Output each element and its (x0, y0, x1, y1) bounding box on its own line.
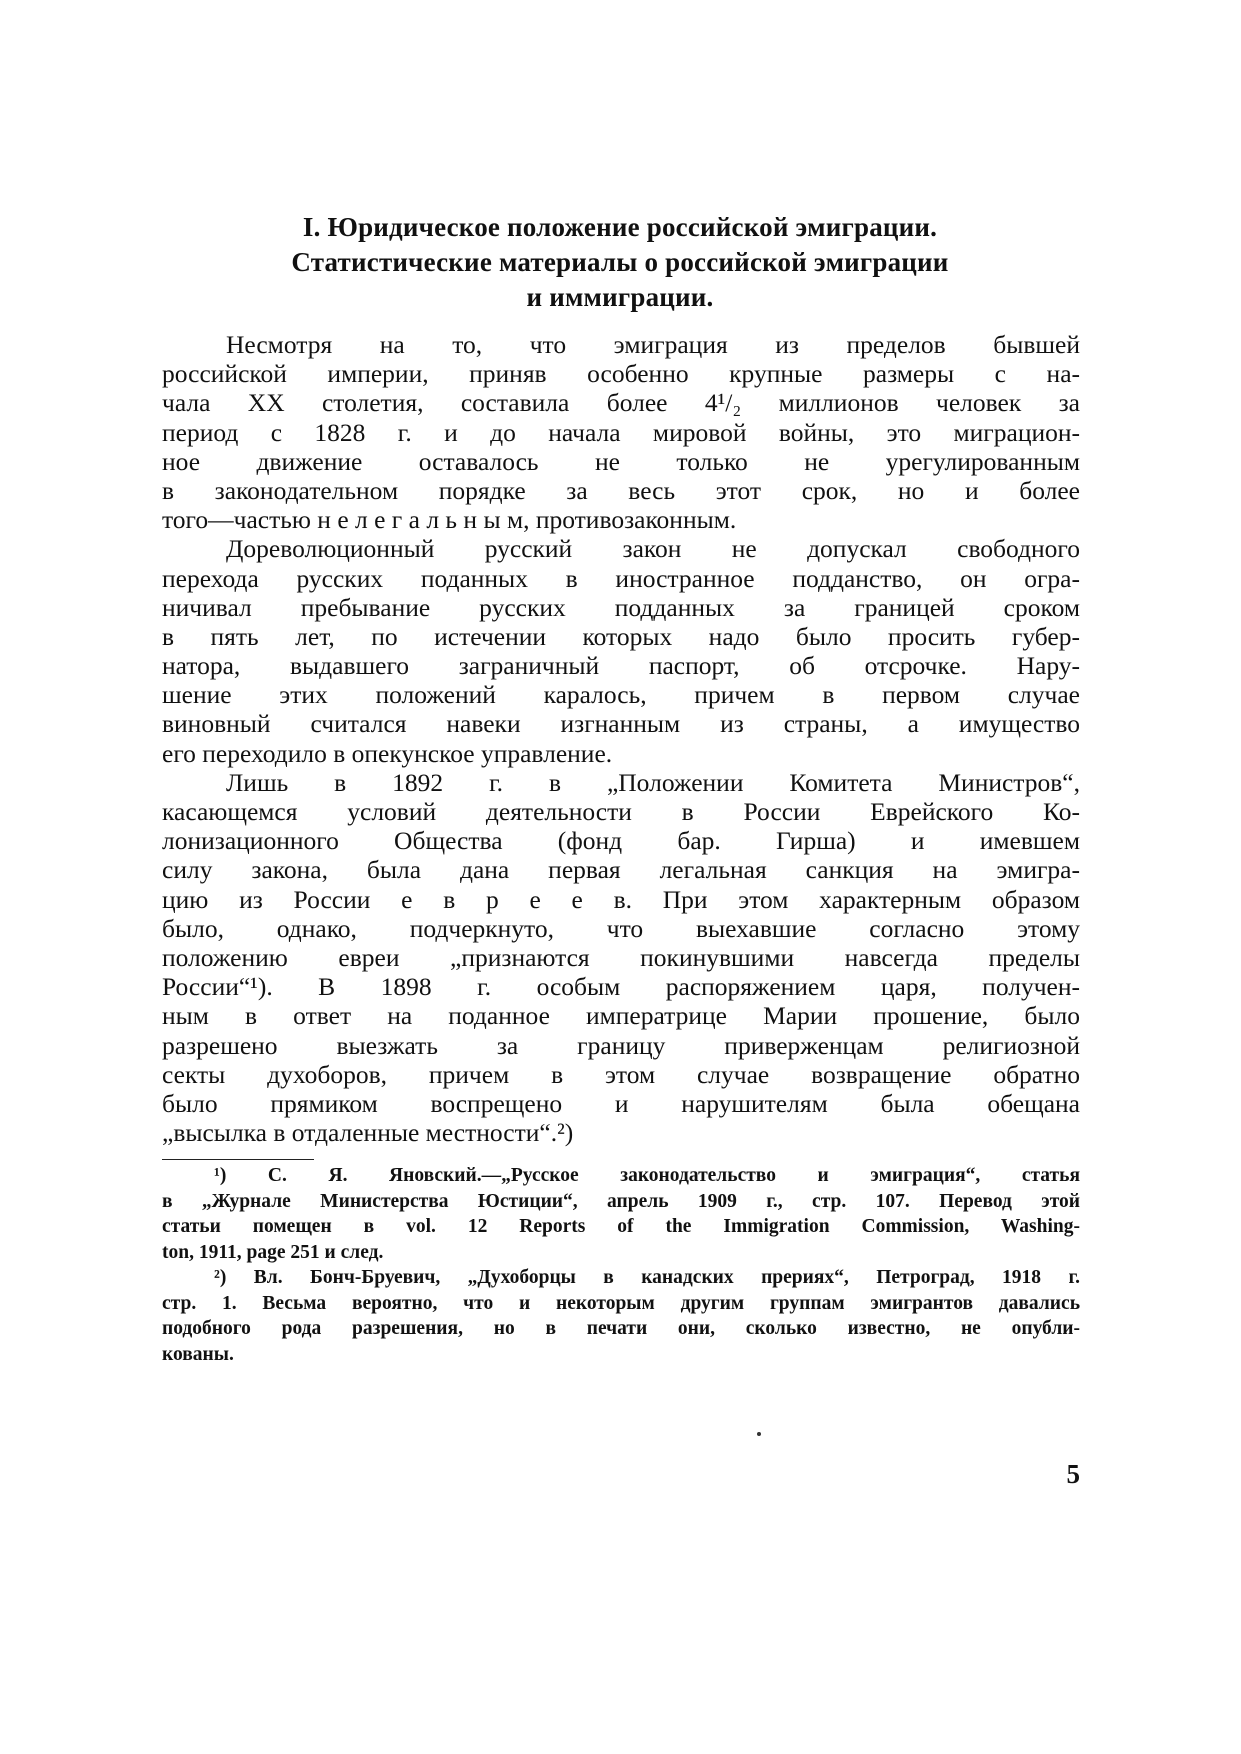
footnote-line: ²) Вл. Бонч-Бруевич, „Духоборцы в канадских прериях“, Петроград, 1918 г. (214, 1267, 1080, 1288)
footnote-divider (162, 1159, 314, 1160)
heading-line: Статистические материалы о российской эмиграции (291, 247, 949, 277)
footnote-line: ton, 1911, page 251 и след. (162, 1241, 384, 1263)
body-line: секты духоборов, причем в этом случае возвращение обратно (162, 1059, 1080, 1089)
body-line: период с 1828 г. и до начала мировой войны, это миграцион- (162, 417, 1080, 447)
footnote-line: стр. 1. Весьма вероятно, что и некоторым другим группам эмигрантов давались (162, 1292, 1080, 1314)
body-line: Дореволюционный русский закон не допускал свободного (226, 534, 1080, 564)
body-line: ничивал пребывание русских подданных за границей сроком (162, 592, 1080, 622)
body-line: России“¹). В 1898 г. особым распоряжением царя, получен- (162, 972, 1080, 1002)
chapter-heading (160, 210, 1080, 315)
heading-line: и иммиграции. (526, 282, 714, 312)
body-line: было, однако, подчеркнуто, что выехавшие согласно этому (162, 913, 1080, 943)
body-line: в пять лет, по истечении которых надо было просить губер- (162, 621, 1080, 651)
footnote-line: ¹) С. Я. Яновский.—„Русское законодательство и эмиграция“, статья (214, 1165, 1080, 1186)
scan-speck (757, 1432, 761, 1436)
body-line: в законодательном порядке за весь этот срок, но и более (162, 475, 1080, 505)
footnote-line: в „Журнале Министерства Юстиции“, апрель 1909 г., стр. 107. Перевод этой (162, 1190, 1080, 1212)
body-line: того—частью н е л е г а л ь н ы м, противозаконным. (162, 505, 737, 535)
body-line: российской империи, приняв особенно крупные размеры с на- (162, 359, 1080, 389)
body-line: натора, выдавшего заграничный паспорт, об отсрочке. Нару- (162, 651, 1080, 681)
body-text (162, 330, 1080, 1147)
body-line: его переходило в опекунское управление. (162, 738, 613, 768)
body-line: ным в ответ на поданное императрице Марии прошение, было (162, 1001, 1080, 1031)
body-line: силу закона, была дана первая легальная санкция на эмигра- (162, 855, 1080, 885)
body-line: положению евреи „признаются покинувшими навсегда пределы (162, 942, 1080, 972)
body-line: было прямиком воспрещено и нарушителям была обещана (162, 1088, 1080, 1118)
heading-line: I. Юридическое положение российской эмиграции. (302, 212, 938, 242)
footnote-line: кованы. (162, 1343, 234, 1365)
body-line: ное движение оставалось не только не урегулированным (162, 446, 1080, 476)
body-line: лонизационного Общества (фонд бар. Гирша) и имевшем (162, 826, 1080, 856)
footnote-line: подобного рода разрешения, но в печати они, сколько известно, не опубли- (162, 1318, 1080, 1339)
body-line: чала XX столетия, составила более 4¹/₂ миллионов человек за (162, 388, 1080, 418)
body-line: перехода русских поданных в иностранное подданство, он огра- (162, 563, 1080, 593)
body-line: Несмотря на то, что эмиграция из пределов бывшей (226, 330, 1080, 359)
footnotes (162, 1163, 1080, 1367)
body-line: виновный считался навеки изгнанным из страны, а имущество (162, 709, 1080, 739)
body-line: Лишь в 1892 г. в „Положении Комитета Министров“, (226, 767, 1080, 797)
page-number: 5 (1066, 1459, 1080, 1489)
body-line: касающемся условий деятельности в России Еврейского Ко- (162, 797, 1080, 826)
footnote-line: статьи помещен в vol. 12 Reports of the Immigration Commission, Washing- (162, 1216, 1080, 1237)
body-line: шение этих положений каралось, причем в первом случае (162, 680, 1080, 710)
body-line: цию из России е в р е е в. При этом характерным образом (162, 884, 1080, 914)
body-line: „высылка в отдаленные местности“.²) (162, 1118, 574, 1148)
body-line: разрешено выезжать за границу приверженцам религиозной (162, 1030, 1080, 1060)
